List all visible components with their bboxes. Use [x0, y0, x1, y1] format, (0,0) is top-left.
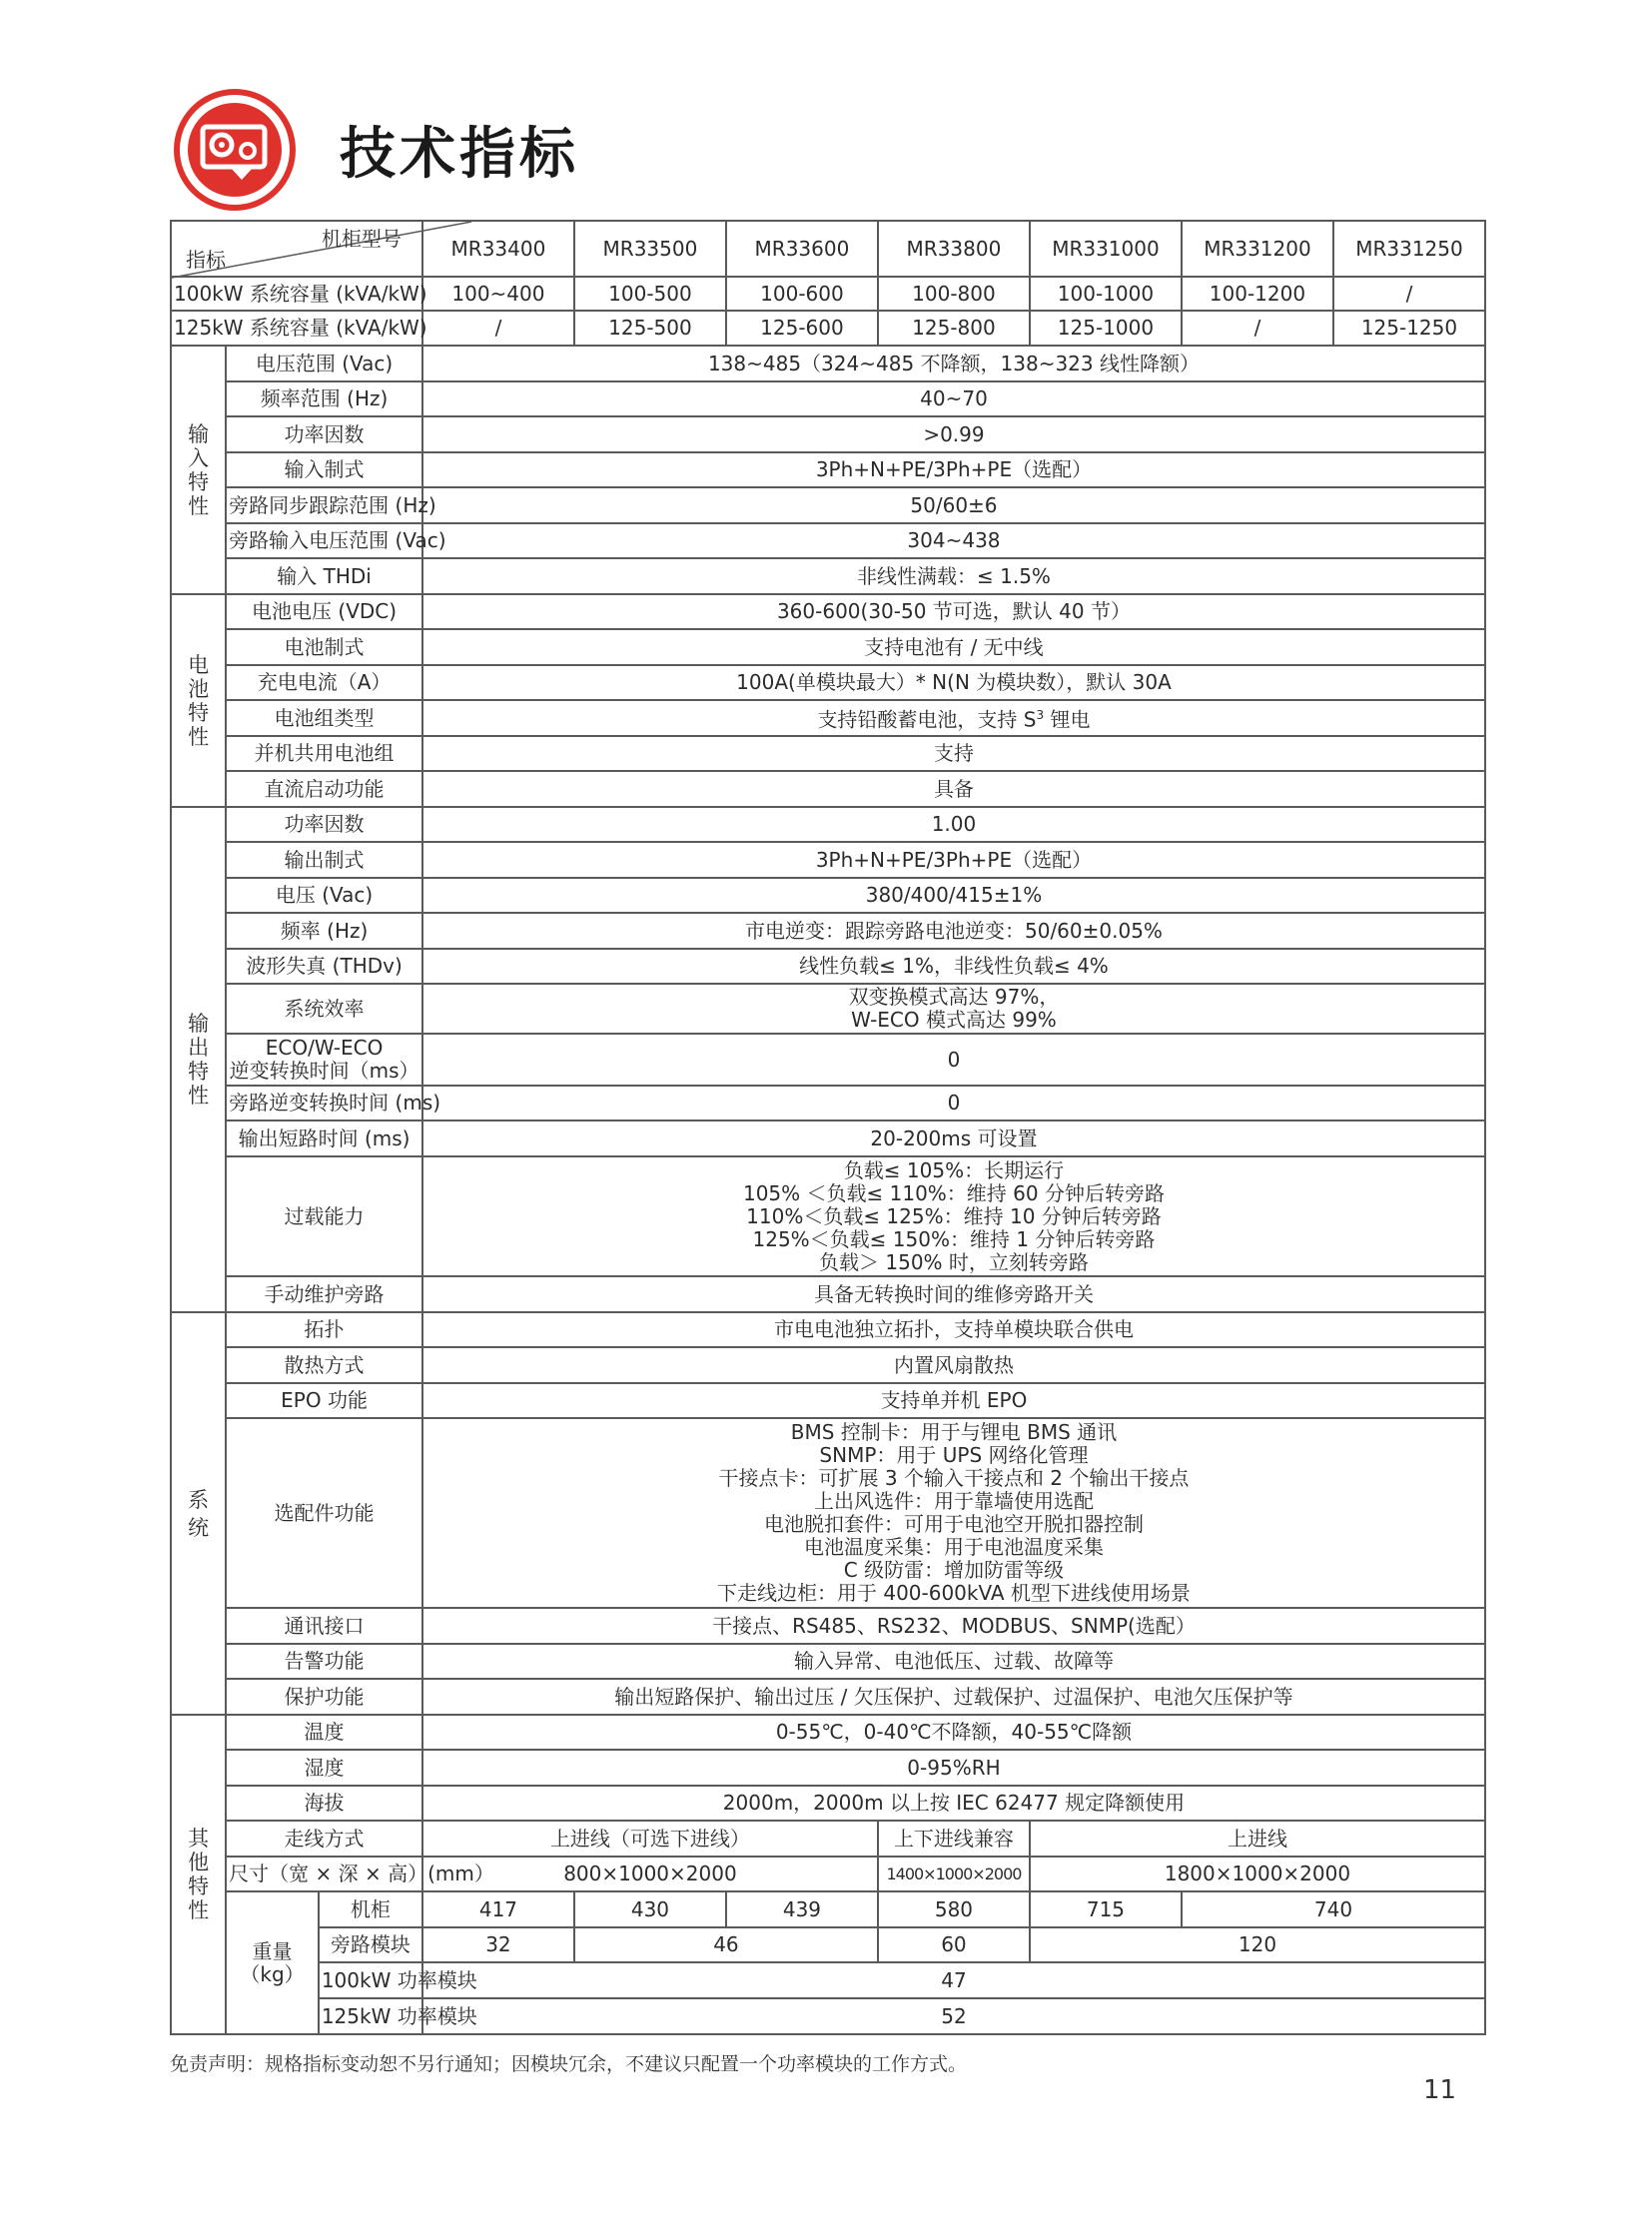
battery-type-superscript: 3: [1036, 708, 1045, 723]
value-line: W-ECO 模式高达 99%: [851, 1008, 1057, 1032]
cell: 125-500: [574, 311, 726, 346]
cell: /: [1333, 277, 1485, 311]
value-line: C 级防雷：增加防雷等级: [843, 1558, 1065, 1582]
value-line: 电池脱扣套件：可用于电池空开脱扣器控制: [763, 1512, 1144, 1536]
row-value: 输出短路保护、输出过压 / 欠压保护、过载保护、过温保护、电池欠压保护等: [422, 1679, 1485, 1715]
page-number: 11: [1423, 2075, 1457, 2105]
row-label: 100kW 系统容量 (kVA/kW): [171, 277, 422, 311]
row-value: 0-95%RH: [422, 1750, 1485, 1786]
row-value: 具备: [422, 771, 1485, 807]
model-header: MR331200: [1182, 221, 1333, 277]
table-row: [171, 913, 1485, 949]
row-label: 功率因数: [226, 416, 422, 452]
value-line: 负载＞ 150% 时，立刻转旁路: [819, 1249, 1089, 1274]
row-value: 支持: [422, 736, 1485, 771]
table-row: [171, 1715, 1485, 1750]
group-label: 输出特性: [188, 1012, 210, 1108]
table-row: [171, 594, 1485, 629]
cell: 60: [878, 1927, 1030, 1962]
table-row: [171, 842, 1485, 878]
label-line: （kg）: [240, 1961, 305, 1986]
row-label: 旁路输入电压范围 (Vac): [226, 523, 422, 558]
battery-type-text: 支持铅酸蓄电池，支持 S: [817, 707, 1037, 732]
row-value: 0: [422, 1034, 1485, 1086]
row-label: 电池制式: [226, 629, 422, 665]
row-label: 过载能力: [226, 1156, 422, 1276]
row-value: 3Ph+N+PE/3Ph+PE（选配）: [422, 452, 1485, 487]
table-row: [171, 523, 1485, 558]
row-value: 0-55℃，0-40℃不降额，40-55℃降额: [422, 1715, 1485, 1750]
row-label: 功率因数: [226, 807, 422, 842]
row-value: 市电逆变：跟踪旁路电池逆变：50/60±0.05%: [422, 913, 1485, 949]
cell: /: [422, 311, 574, 346]
page-header: [170, 80, 579, 220]
row-value: 支持单并机 EPO: [422, 1383, 1485, 1418]
cell: 100-800: [878, 277, 1030, 311]
row-value: 2000m，2000m 以上按 IEC 62477 规定降额使用: [422, 1786, 1485, 1821]
row-value: 线性负载≤ 1%，非线性负载≤ 4%: [422, 949, 1485, 984]
row-value: 100A(单模块最大）* N(N 为模块数），默认 30A: [422, 665, 1485, 700]
row-value: 上进线（可选下进线）: [422, 1821, 878, 1857]
table-row: [171, 1418, 1485, 1608]
table-row: [171, 984, 1485, 1034]
page-title: 技术指标: [340, 122, 579, 187]
model-header: MR331250: [1333, 221, 1485, 277]
row-label: 手动维护旁路: [226, 1276, 422, 1312]
corner-indicator-label: 指标: [186, 248, 226, 272]
row-label: 选配件功能: [226, 1418, 422, 1608]
group-output: [171, 807, 226, 1312]
disclaimer: 免责声明：规格指标变动恕不另行通知；因模块冗余，不建议只配置一个功率模块的工作方式。: [170, 2053, 968, 2075]
row-value: 内置风扇散热: [422, 1347, 1485, 1383]
row-label: 输出短路时间 (ms): [226, 1120, 422, 1156]
value-line: 110%＜负载≤ 125%：维持 10 分钟后转旁路: [746, 1203, 1162, 1228]
table-row: [171, 1644, 1485, 1679]
model-header: MR33400: [422, 221, 574, 277]
row-value: 800×1000×2000: [422, 1857, 878, 1891]
table-row: [171, 452, 1485, 487]
table-row: [171, 1998, 1485, 2034]
row-label: 旁路模块: [319, 1927, 422, 1962]
table-row: [171, 1927, 1485, 1962]
model-header: MR33800: [878, 221, 1030, 277]
row-label: 125kW 功率模块: [319, 1998, 422, 2034]
value-line: 电池温度采集：用于电池温度采集: [803, 1535, 1104, 1559]
table-row: [171, 1750, 1485, 1786]
row-label: 走线方式: [226, 1821, 422, 1857]
row-value: 非线性满载：≤ 1.5%: [422, 558, 1485, 594]
table-row: [171, 1086, 1485, 1120]
cell: 417: [422, 1891, 574, 1927]
model-header: MR33500: [574, 221, 726, 277]
row-value: 20-200ms 可设置: [422, 1120, 1485, 1156]
group-label: 系统: [188, 1487, 210, 1540]
cell: 439: [726, 1891, 878, 1927]
row-value: 360-600(30-50 节可选，默认 40 节）: [422, 594, 1485, 629]
battery-type-text-suffix: 锂电: [1044, 707, 1091, 732]
row-label: 拓扑: [226, 1312, 422, 1347]
cell: 32: [422, 1927, 574, 1962]
row-label: 输入 THDi: [226, 558, 422, 594]
row-label: 系统效率: [226, 984, 422, 1034]
row-value: 40~70: [422, 381, 1485, 416]
row-label: 机柜: [319, 1891, 422, 1927]
cell: 740: [1182, 1891, 1485, 1927]
value-line: 下走线边柜：用于 400-600kVA 机型下进线使用场景: [716, 1581, 1191, 1605]
table-row: [171, 736, 1485, 771]
row-label: [226, 1034, 422, 1086]
table-row: [171, 487, 1485, 523]
row-value: 380/400/415±1%: [422, 878, 1485, 913]
label-line: 重量: [252, 1938, 293, 1963]
table-row: [171, 1821, 1485, 1857]
row-value: 304~438: [422, 523, 1485, 558]
label-line: ECO/W-ECO: [265, 1036, 384, 1060]
group-label: 输入特性: [188, 421, 210, 518]
cell: 52: [422, 1998, 1485, 2034]
table-row: [171, 1962, 1485, 1998]
row-label: 输出制式: [226, 842, 422, 878]
table-row: [171, 1608, 1485, 1644]
row-label: 100kW 功率模块: [319, 1962, 422, 1998]
table-row: [171, 1276, 1485, 1312]
cell: 580: [878, 1891, 1030, 1927]
cell: 100-600: [726, 277, 878, 311]
group-battery: [171, 594, 226, 807]
table-row: [171, 1312, 1485, 1347]
cell: 430: [574, 1891, 726, 1927]
row-label: 旁路逆变转换时间 (ms): [226, 1086, 422, 1120]
row-value: 1400×1000×2000: [878, 1857, 1030, 1891]
row-label: 温度: [226, 1715, 422, 1750]
row-value: 1.00: [422, 807, 1485, 842]
row-label: 波形失真 (THDv): [226, 949, 422, 984]
row-value: [422, 1156, 1485, 1276]
cell: 125-600: [726, 311, 878, 346]
table-row: [171, 629, 1485, 665]
table-row: [171, 1786, 1485, 1821]
table-row: [171, 1120, 1485, 1156]
row-value: 市电电池独立拓扑，支持单模块联合供电: [422, 1312, 1485, 1347]
value-line: 上出风选件：用于靠墙使用选配: [813, 1489, 1094, 1513]
cell: 125-800: [878, 311, 1030, 346]
row-label: EPO 功能: [226, 1383, 422, 1418]
row-value: 1800×1000×2000: [1030, 1857, 1485, 1891]
row-label: 电池组类型: [226, 700, 422, 736]
row-label: 电压 (Vac): [226, 878, 422, 913]
value-line: 双变换模式高达 97%，: [848, 985, 1060, 1009]
row-value: 干接点、RS485、RS232、MODBUS、SNMP(选配）: [422, 1608, 1485, 1644]
row-label: 频率 (Hz): [226, 913, 422, 949]
value-line: 负载≤ 105%：长期运行: [843, 1157, 1065, 1182]
cell: 100-1200: [1182, 277, 1333, 311]
row-value: 具备无转换时间的维修旁路开关: [422, 1276, 1485, 1312]
table-row: [171, 1347, 1485, 1383]
row-value: [422, 984, 1485, 1034]
model-header: MR33600: [726, 221, 878, 277]
table-row: [171, 700, 1485, 736]
row-value: 输入异常、电池低压、过载、故障等: [422, 1644, 1485, 1679]
corner-model-label: 机柜型号: [321, 227, 402, 251]
cell: 46: [574, 1927, 878, 1962]
model-header: MR331000: [1030, 221, 1182, 277]
value-line: 干接点卡：可扩展 3 个输入干接点和 2 个输出干接点: [718, 1466, 1190, 1490]
row-label: 保护功能: [226, 1679, 422, 1715]
row-value: [422, 1418, 1485, 1608]
spec-table: [170, 220, 1486, 2035]
row-value: 支持电池有 / 无中线: [422, 629, 1485, 665]
table-row: [171, 1857, 1485, 1891]
row-value: 上下进线兼容: [878, 1821, 1030, 1857]
row-label: 充电电流（A）: [226, 665, 422, 700]
table-row: [171, 1679, 1485, 1715]
row-label: 输入制式: [226, 452, 422, 487]
table-row: [171, 807, 1485, 842]
table-row: [171, 1891, 1485, 1927]
value-line: 105% ＜负载≤ 110%：维持 60 分钟后转旁路: [742, 1180, 1165, 1205]
cell: 715: [1030, 1891, 1182, 1927]
table-row: [171, 1034, 1485, 1086]
row-label: 125kW 系统容量 (kVA/kW): [171, 311, 422, 346]
cell: 125-1000: [1030, 311, 1182, 346]
row-value: 50/60±6: [422, 487, 1485, 523]
group-label: 其他特性: [188, 1827, 210, 1922]
row-value: [422, 700, 1485, 736]
row-label: 海拔: [226, 1786, 422, 1821]
row-label: 电压范围 (Vac): [226, 346, 422, 381]
row-label: 散热方式: [226, 1347, 422, 1383]
row-label: 湿度: [226, 1750, 422, 1786]
table-row: [171, 1383, 1485, 1418]
table-row: [171, 1156, 1485, 1276]
weight-label: [226, 1891, 319, 2034]
cell: 100-1000: [1030, 277, 1182, 311]
group-system: [171, 1312, 226, 1715]
row-value: 138~485（324~485 不降额，138~323 线性降额）: [422, 346, 1485, 381]
table-row: [171, 949, 1485, 984]
row-value: 3Ph+N+PE/3Ph+PE（选配）: [422, 842, 1485, 878]
row-label: 尺寸（宽 × 深 × 高）(mm）: [226, 1857, 422, 1891]
table-row: [171, 771, 1485, 807]
table-row: [171, 558, 1485, 594]
row-value: 上进线: [1030, 1821, 1485, 1857]
cell: 47: [422, 1962, 1485, 1998]
row-label: 旁路同步跟踪范围 (Hz): [226, 487, 422, 523]
capacity-100-row: [171, 277, 1485, 311]
table-row: [171, 416, 1485, 452]
row-value: 0: [422, 1086, 1485, 1120]
group-label: 电池特性: [188, 652, 210, 749]
row-label: 直流启动功能: [226, 771, 422, 807]
table-row: [171, 665, 1485, 700]
cell: 100-500: [574, 277, 726, 311]
row-label: 频率范围 (Hz): [226, 381, 422, 416]
cell: 100~400: [422, 277, 574, 311]
row-value: >0.99: [422, 416, 1485, 452]
table-row: [171, 346, 1485, 381]
row-label: 并机共用电池组: [226, 736, 422, 771]
table-header-row: [171, 221, 1485, 277]
cell: 125-1250: [1333, 311, 1485, 346]
row-label: 告警功能: [226, 1644, 422, 1679]
table-row: [171, 878, 1485, 913]
value-line: SNMP：用于 UPS 网络化管理: [819, 1443, 1089, 1467]
group-input: [171, 346, 226, 594]
label-line: 逆变转换时间（ms）: [229, 1059, 419, 1083]
group-other: [171, 1715, 226, 2034]
table-row: [171, 381, 1485, 416]
corner-cell: [171, 221, 422, 277]
value-line: BMS 控制卡：用于与锂电 BMS 通讯: [790, 1420, 1118, 1444]
row-label: 电池电压 (VDC): [226, 594, 422, 629]
row-label: 通讯接口: [226, 1608, 422, 1644]
cell: /: [1182, 311, 1333, 346]
cell: 120: [1030, 1927, 1485, 1962]
value-line: 125%＜负载≤ 150%：维持 1 分钟后转旁路: [752, 1226, 1156, 1251]
capacity-125-row: [171, 311, 1485, 346]
gear-camera-icon: [170, 85, 300, 215]
